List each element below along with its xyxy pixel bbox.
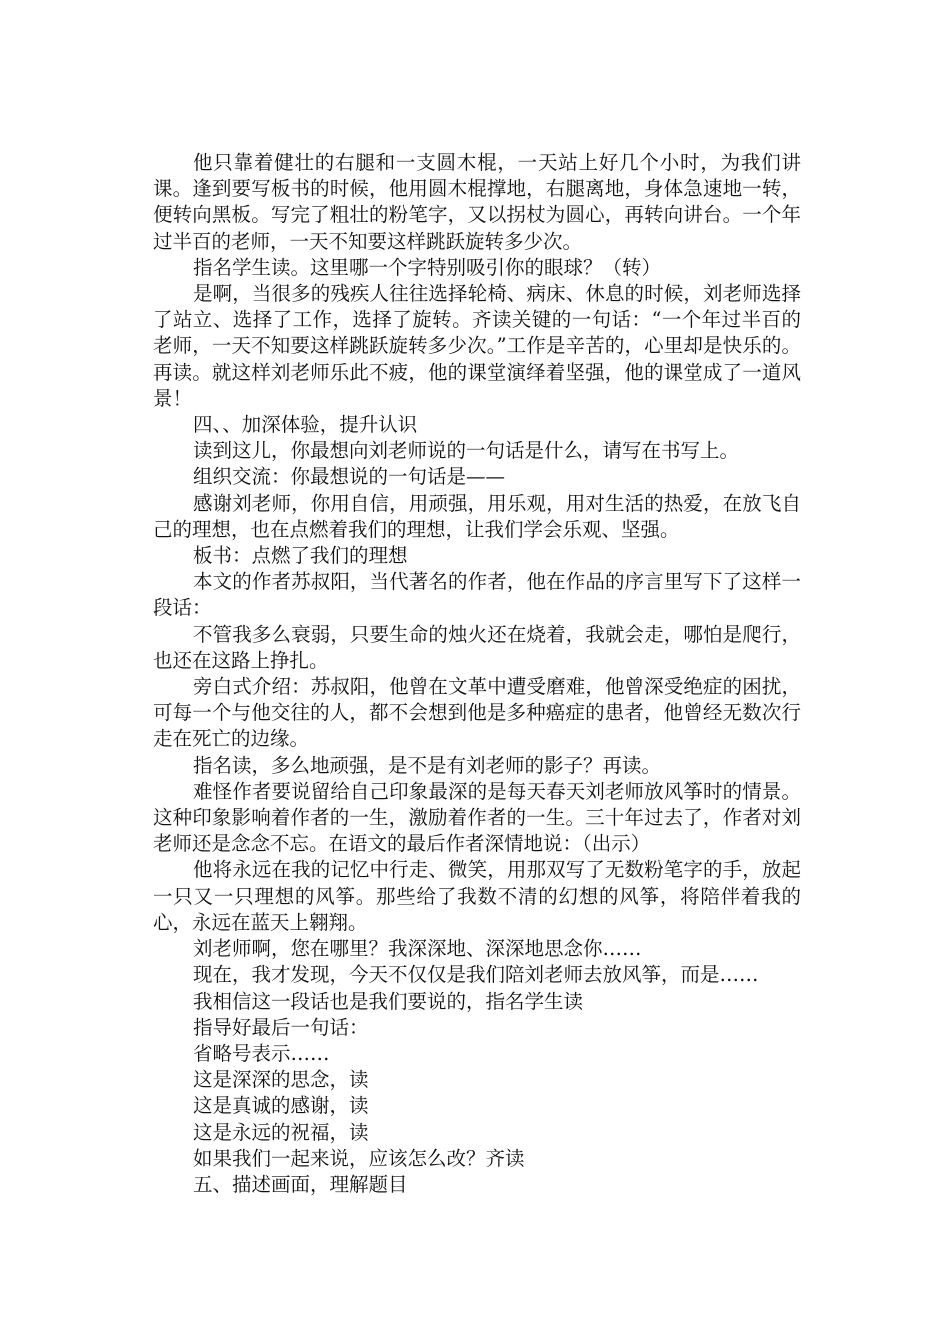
paragraph: 本文的作者苏叔阳，当代著名的作者，他在作品的序言里写下了这样一段话： [153, 570, 801, 620]
paragraph: 我相信这一段话也是我们要说的，指名学生读 [193, 989, 584, 1013]
paragraph: 这是深深的思念，读 [193, 1068, 369, 1092]
paragraph: 感谢刘老师，你用自信，用顽强，用乐观，用对生活的热爱，在放飞自己的理想，也在点燃着我们的理想，让我们学会乐观、坚强。 [153, 491, 801, 541]
paragraph: 难怪作者要说留给自己印象最深的是每天春天刘老师放风筝时的情景。这种印象影响着作者的一生，激励着作者的一生。三十年过去了，作者对刘老师还是念念不忘。在语文的最后作者深情地说：（出示） [153, 779, 801, 856]
paragraph: 组织交流：你最想说的一句话是—— [193, 465, 506, 489]
section-heading: 四、、加深体验，提升认识 [193, 413, 418, 437]
paragraph: 他只靠着健壮的右腿和一支圆木棍，一天站上好几个小时，为我们讲课。逢到要写板书的时候，他用圆木棍撑地，右腿离地，身体急速地一转，便转向黑板。写完了粗壮的粉笔字，又以拐杖为圆心，再转向讲台。一个年过半百的老师，一天不知要这样跳跃旋转多少次。 [153, 151, 801, 253]
section-heading: 五、描述画面，理解题目 [193, 1172, 408, 1196]
paragraph: 指名学生读。这里哪一个字特别吸引你的眼球？（转） [193, 255, 662, 279]
quote-paragraph: 他将永远在我的记忆中行走、微笑，用那双写了无数粉笔字的手，放起一只又一只理想的风筝。那些给了我数不清的幻想的风筝，将陪伴着我的心，永远在蓝天上翱翔。 [153, 858, 801, 934]
paragraph: 这是真诚的感谢，读 [193, 1094, 369, 1118]
document-body [153, 150, 801, 1198]
paragraph: 现在，我才发现，今天不仅仅是我们陪刘老师去放风筝，而是…… [193, 963, 759, 987]
paragraph: 是啊，当很多的残疾人往往选择轮椅、病床、休息的时候，刘老师选择了站立、选择了工作，选择了旋转。齐读关键的一句话：“一个年过半百的老师，一天不知要这样跳跃旋转多少次。”工作是辛苦的，心里却是快乐的。再读。就这样刘老师乐此不疲，他的课堂演绎着坚强，他的课堂成了一道风景！ [153, 282, 801, 410]
quote-paragraph: 不管我多么衰弱，只要生命的烛火还在烧着，我就会走，哪怕是爬行，也还在这路上挣扎。 [153, 622, 801, 672]
paragraph: 指导好最后一句话： [193, 1015, 369, 1039]
paragraph: 板书：点燃了我们的理想 [193, 544, 408, 568]
paragraph: 旁白式介绍：苏叔阳，他曾在文革中遭受磨难，他曾深受绝症的困扰，可每一个与他交往的人，都不会想到他是多种癌症的患者，他曾经无数次行走在死亡的边缘。 [153, 675, 801, 751]
paragraph: 如果我们一起来说，应该怎么改？齐读 [193, 1146, 525, 1170]
paragraph: 这是永远的祝福，读 [193, 1120, 369, 1144]
paragraph: 读到这儿，你最想向刘老师说的一句话是什么，请写在书写上。 [193, 439, 740, 463]
paragraph: 指名读，多么地顽强，是不是有刘老师的影子？再读。 [193, 753, 662, 777]
paragraph: 刘老师啊，您在哪里？我深深地、深深地思念你…… [193, 937, 642, 961]
paragraph: 省略号表示…… [193, 1041, 330, 1065]
